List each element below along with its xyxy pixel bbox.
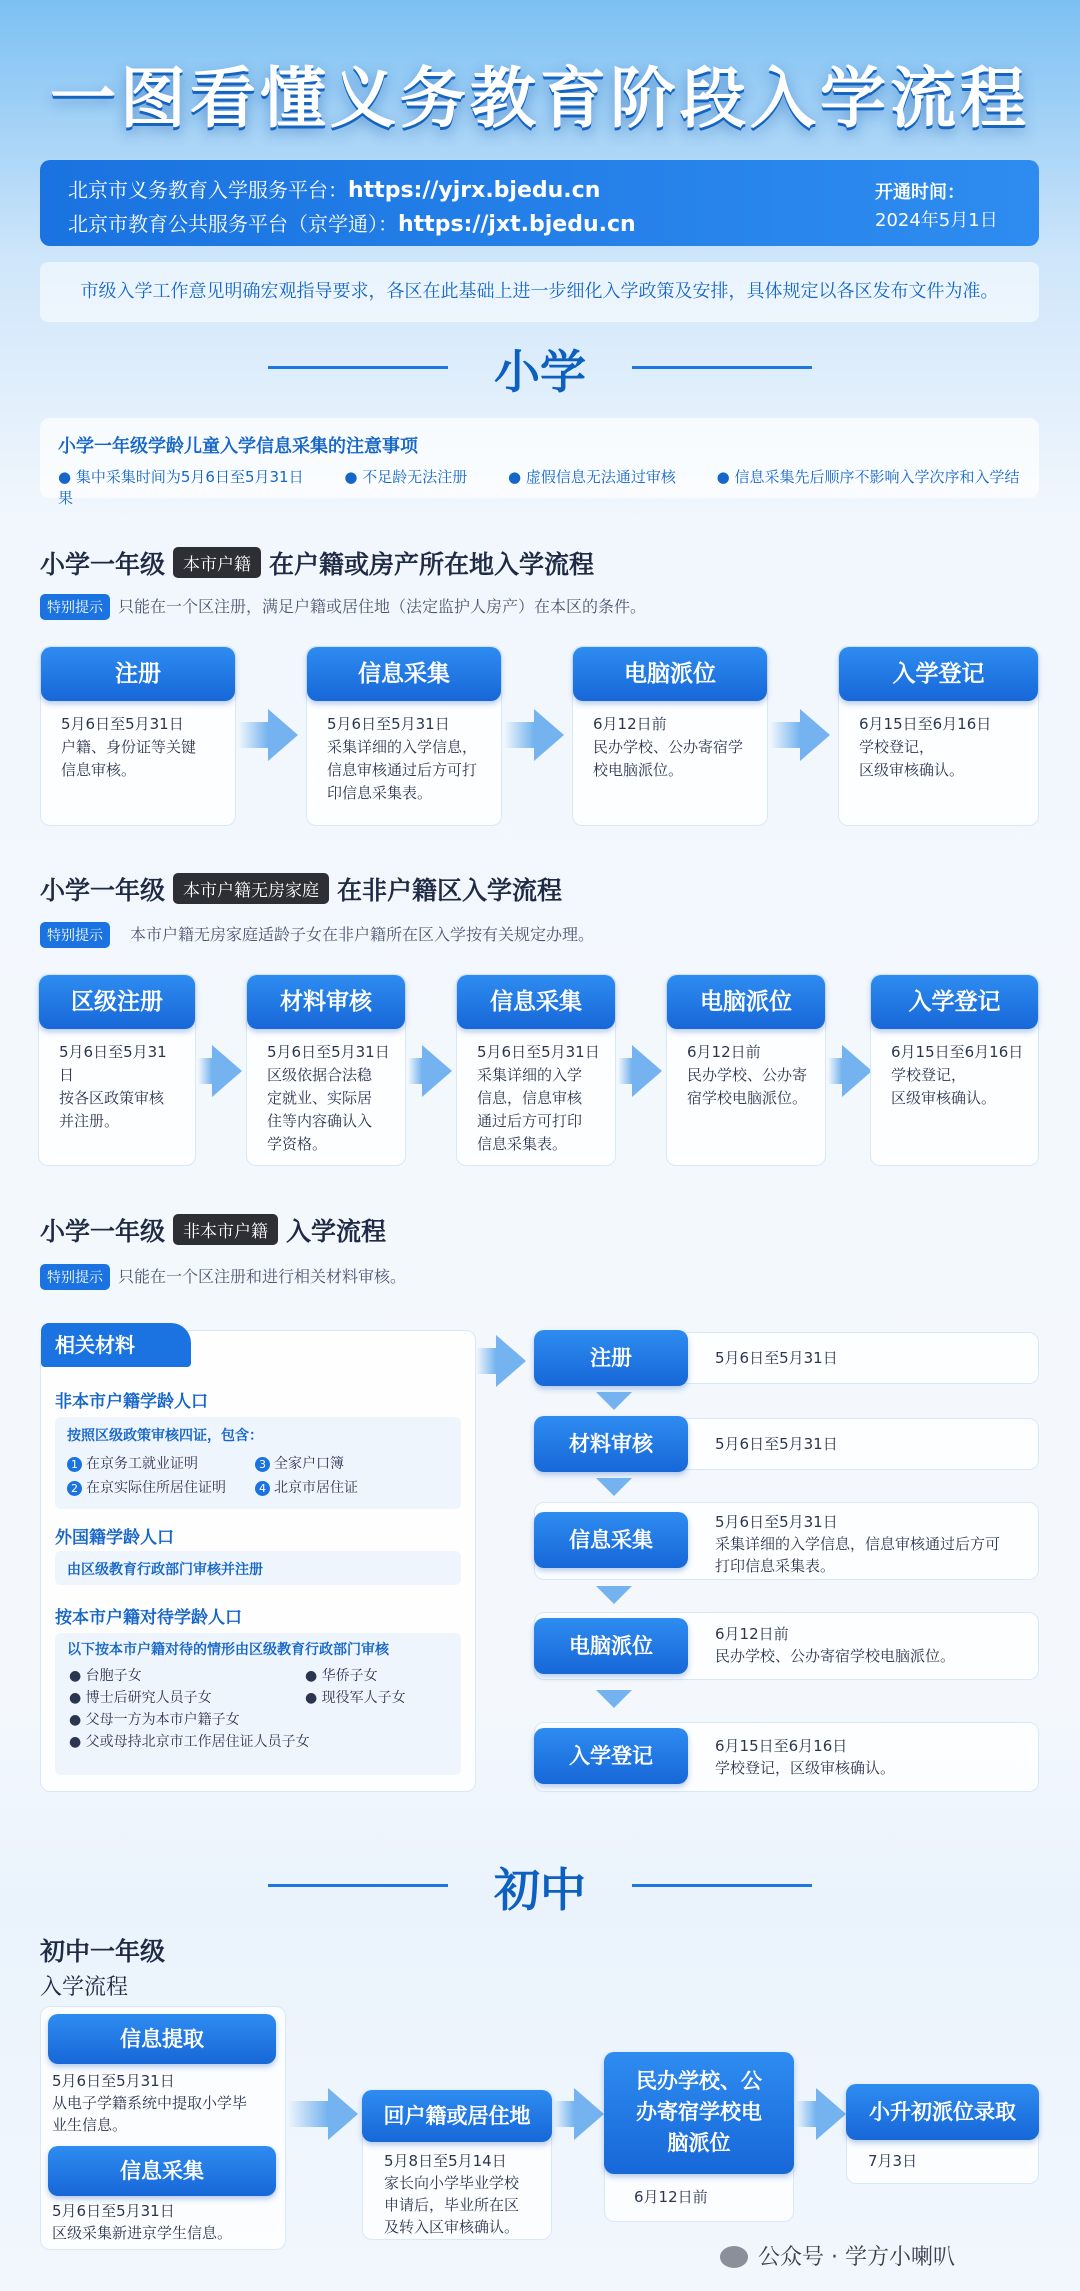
flow1-hint: 特别提示 只能在一个区注册，满足户籍或居住地（法定监护人房产）在本区的条件。 [40, 594, 646, 620]
platform-line-1 [68, 174, 600, 203]
step-title: 电脑派位 [573, 647, 767, 701]
middle-step-lottery-desc: 6月12日前 [634, 2188, 708, 2206]
flow2-step-lottery: 电脑派位 6月12日前 民办学校、公办寄 宿学校电脑派位。 [666, 974, 826, 1166]
arrow-right-icon [422, 1045, 452, 1097]
wechat-icon [720, 2246, 748, 2268]
flow2-step-info-collect: 信息采集 5月6日至5月31日 采集详细的入学 信息，信息审核 通过后方可打印 信息采集表。 [456, 974, 616, 1166]
tips-title: 小学一年级学龄儿童入学信息采集的注意事项 [58, 436, 418, 457]
step-title: 注册 [41, 647, 235, 701]
flow1-step-lottery: 电脑派位 6月12日前 民办学校、公办寄宿学 校电脑派位。 [572, 646, 768, 826]
middle-step-return-desc: 5月8日至5月14日 家长向小学毕业学校 申请后，毕业所在区 及转入区审核确认。 [384, 2152, 520, 2236]
platform-1-url[interactable]: https://yjrx.bjedu.cn [348, 178, 601, 203]
step-title: 入学登记 [871, 975, 1038, 1029]
flow3-desc-info: 5月6日至5月31日 采集详细的入学信息，信息审核通过后方可 打印信息采集表。 [534, 1502, 1039, 1580]
flow3-step-register: 注册 [534, 1330, 688, 1386]
middle-step-extract-desc: 5月6日至5月31日 从电子学籍系统中提取小学毕 业生信息。 [52, 2072, 248, 2134]
flow3-heading: 小学一年级 非本市户籍 入学流程 [40, 1212, 386, 1248]
middle-subheading: 入学流程 [40, 1975, 129, 2000]
arrow-right-icon [632, 1045, 662, 1097]
step-title: 区级注册 [39, 975, 195, 1029]
arrow-tail [408, 1058, 422, 1084]
flow3-step-enroll: 入学登记 [534, 1728, 688, 1784]
primary-tips-box [40, 418, 1039, 507]
arrow-tail [770, 722, 800, 748]
flow2-heading: 小学一年级 本市户籍无房家庭 在非户籍区入学流程 [40, 871, 562, 907]
arrow-tail [198, 1058, 212, 1084]
middle-step-return: 回户籍或居住地 [362, 2090, 552, 2142]
arrow-right-icon [800, 709, 830, 761]
tip-item: ● 信息采集先后顺序不影响入学次序和入学结果 [58, 468, 1020, 507]
tip-item: ● 不足龄无法注册 [344, 468, 468, 486]
platform-2-label: 北京市教育公共服务平台（京学通）： [68, 212, 398, 236]
arrow-right-icon [268, 709, 298, 761]
platform-info-box [40, 160, 1039, 246]
hint-badge: 特别提示 [40, 922, 110, 948]
arrow-tail [554, 2101, 574, 2127]
middle-step-admit-desc: 7月3日 [868, 2152, 918, 2170]
group-sub: 按照区级政策审核四证，包含： [67, 1428, 263, 1444]
arrow-tail [504, 722, 534, 748]
flow3-desc-material: 5月6日至5月31日 [534, 1418, 1039, 1470]
step-title: 信息采集 [307, 647, 501, 701]
open-time-label: 开通时间： [875, 182, 965, 203]
group-treated-local: 按本市户籍对待学龄人口 [55, 1608, 242, 1628]
arrow-tail [238, 722, 268, 748]
arrow-right-icon [574, 2088, 604, 2140]
flow2-step-enroll: 入学登记 6月15日至6月16日 学校登记， 区级审核确认。 [870, 974, 1039, 1166]
flow3-tag: 非本市户籍 [173, 1214, 278, 1245]
section-title-middle: 初中 [494, 1863, 586, 1917]
arrow-tail [796, 2101, 816, 2127]
arrow-right-icon [496, 1335, 526, 1387]
tip-item: ● 集中采集时间为5月6日至5月31日 [58, 468, 304, 486]
flow3-desc-register: 5月6日至5月31日 [534, 1332, 1039, 1384]
arrow-down-icon [596, 1478, 632, 1496]
flow3-step-lottery: 电脑派位 [534, 1618, 688, 1674]
section-title-primary: 小学 [494, 345, 586, 399]
arrow-tail [828, 1058, 842, 1084]
flow2-hint: 特别提示 本市户籍无房家庭适龄子女在非户籍所在区入学按有关规定办理。 [40, 922, 594, 948]
flow2-step-district-register: 区级注册 5月6日至5月31日 按各区政策审核 并注册。 [38, 974, 196, 1166]
middle-step-collect-desc: 5月6日至5月31日 区级采集新进京学生信息。 [52, 2202, 233, 2242]
platform-line-2 [68, 208, 636, 237]
materials-title: 相关材料 [41, 1323, 191, 1367]
step-title: 电脑派位 [667, 975, 825, 1029]
middle-step-extract: 信息提取 [48, 2014, 276, 2064]
group-treated-local-box: 以下按本市户籍对待的情形由区级教育行政部门审核 ● 台胞子女 ● 华侨子女 ● 博士后研究人员子女 ● 现役军人子女 ● 父母一方为本市户籍子女 ● 父或母持北京市工作居住证人员子女 [55, 1633, 461, 1775]
flow1-tag: 本市户籍 [173, 547, 261, 578]
materials-panel [40, 1330, 476, 1792]
hint-badge: 特别提示 [40, 1264, 110, 1290]
middle-step-admit: 小升初派位录取 [846, 2084, 1039, 2140]
group-non-local-box: 按照区级政策审核四证，包含： 1 在京务工就业证明 3 全家户口簿 2 在京实际住所居住证明 4 北京市居住证 [55, 1417, 461, 1509]
arrow-down-icon [596, 1586, 632, 1604]
flow3-step-info: 信息采集 [534, 1512, 688, 1568]
tip-item: ● 虚假信息无法通过审核 [508, 468, 676, 486]
watermark: 公众号 · 学方小喇叭 [720, 2240, 955, 2271]
middle-step-collect: 信息采集 [48, 2146, 276, 2196]
flow3-desc-lottery: 6月12日前 民办学校、公办寄宿学校电脑派位。 [534, 1612, 1039, 1680]
step-title: 入学登记 [839, 647, 1038, 701]
flow1-step-enroll: 入学登记 6月15日至6月16日 学校登记， 区级审核确认。 [838, 646, 1039, 826]
middle-heading: 初中一年级 [40, 1937, 166, 1966]
arrow-tail [288, 2101, 328, 2127]
arrow-right-icon [534, 709, 564, 761]
group-foreign-box: 由区级教育行政部门审核并注册 [55, 1551, 461, 1585]
hint-badge: 特别提示 [40, 594, 110, 620]
page-title: 一图看懂义务教育阶段入学流程 [50, 60, 1030, 137]
group-foreign: 外国籍学龄人口 [55, 1528, 174, 1548]
arrow-tail [476, 1348, 496, 1374]
arrow-down-icon [596, 1690, 632, 1708]
flow2-step-material-review: 材料审核 5月6日至5月31日 区级依据合法稳 定就业、实际居 住等内容确认入 学资格。 [246, 974, 406, 1166]
flow3-desc-enroll: 6月15日至6月16日 学校登记，区级审核确认。 [534, 1722, 1039, 1792]
flow3-step-material: 材料审核 [534, 1416, 688, 1472]
group-non-local: 非本市户籍学龄人口 [55, 1392, 208, 1412]
arrow-down-icon [596, 1392, 632, 1410]
arrow-right-icon [328, 2088, 358, 2140]
middle-step-lottery: 民办学校、公 办寄宿学校电 脑派位 [604, 2052, 794, 2174]
platform-1-label: 北京市义务教育入学服务平台： [68, 178, 348, 202]
step-title: 材料审核 [247, 975, 405, 1029]
tips-list [58, 466, 1039, 508]
flow2-tag: 本市户籍无房家庭 [173, 873, 329, 904]
flow1-step-register: 注册 5月6日至5月31日 户籍、身份证等关键 信息审核。 [40, 646, 236, 826]
arrow-tail [618, 1058, 632, 1084]
flow3-hint: 特别提示 只能在一个区注册和进行相关材料审核。 [40, 1264, 406, 1290]
divider-right [632, 366, 812, 369]
flow1-step-info-collect: 信息采集 5月6日至5月31日 采集详细的入学信息， 信息审核通过后方可打 印信息采集表。 [306, 646, 502, 826]
step-title: 信息采集 [457, 975, 615, 1029]
arrow-right-icon [816, 2088, 846, 2140]
policy-notice: 市级入学工作意见明确宏观指导要求，各区在此基础上进一步细化入学政策及安排，具体规定以各区发布文件为准。 [40, 262, 1039, 322]
flow1-heading: 小学一年级 本市户籍 在户籍或房产所在地入学流程 [40, 545, 594, 581]
divider-right [632, 1884, 812, 1887]
open-time-date: 2024年5月1日 [875, 210, 998, 231]
arrow-right-icon [212, 1045, 242, 1097]
platform-2-url[interactable]: https://jxt.bjedu.cn [398, 212, 636, 237]
arrow-right-icon [842, 1045, 872, 1097]
